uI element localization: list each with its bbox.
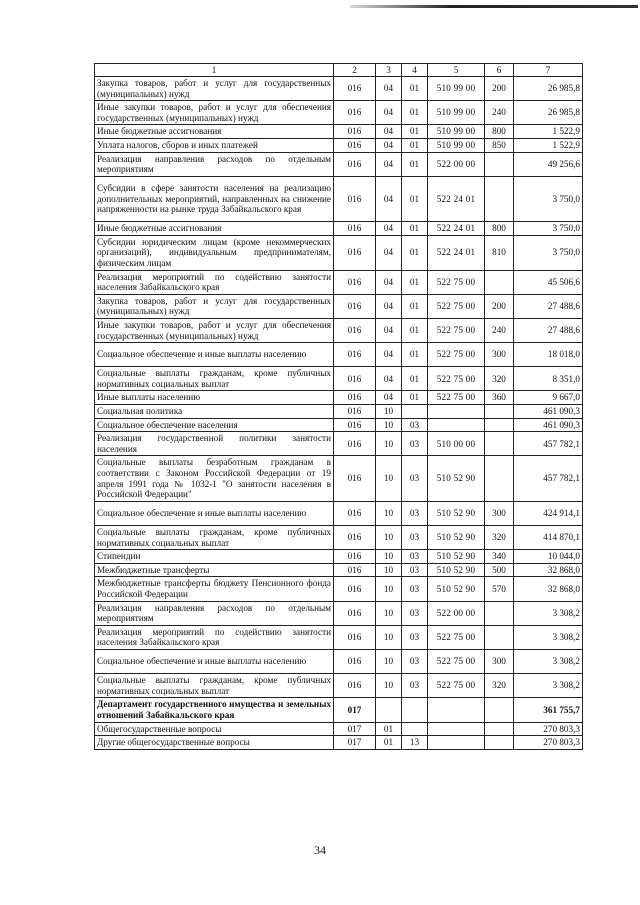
expense-type-cell xyxy=(485,698,514,722)
amount-cell: 26 985,8 xyxy=(514,77,583,101)
amount-cell: 270 803,3 xyxy=(514,722,583,736)
target-article-cell xyxy=(428,418,485,432)
section-cell: 10 xyxy=(376,432,402,456)
expense-type-cell xyxy=(485,456,514,501)
section-cell: 01 xyxy=(376,722,402,736)
row-name-cell: Социальное обеспечение и иные выплаты населению xyxy=(95,649,334,673)
ministry-code-cell: 016 xyxy=(334,501,376,525)
row-name-cell: Иные бюджетные ассигнования xyxy=(95,125,334,139)
table-row xyxy=(95,501,583,525)
amount-cell: 361 755,7 xyxy=(514,698,583,722)
ministry-code-cell: 017 xyxy=(334,736,376,750)
expense-type-cell: 810 xyxy=(485,235,514,270)
section-cell: 04 xyxy=(376,222,402,236)
subsection-cell: 13 xyxy=(402,736,428,750)
expense-type-cell: 360 xyxy=(485,391,514,405)
section-cell: 04 xyxy=(376,367,402,391)
expense-type-cell: 300 xyxy=(485,343,514,367)
row-name-cell: Социальные выплаты безработным гражданам в соответствии с Законом Российской Федерации от 19 апреля 1991 года № 1032-1 "О занятости населения в Российской Федерации" xyxy=(95,456,334,501)
amount-cell: 457 782,1 xyxy=(514,456,583,501)
table-row xyxy=(95,101,583,125)
target-article-cell: 522 75 00 xyxy=(428,625,485,649)
subsection-cell: 01 xyxy=(402,101,428,125)
amount-cell: 45 506,6 xyxy=(514,270,583,294)
amount-cell: 3 750,0 xyxy=(514,176,583,221)
row-name-cell: Реализация государственной политики занятости населения xyxy=(95,432,334,456)
header-cell: 3 xyxy=(376,64,402,77)
row-name-cell: Социальная политика xyxy=(95,405,334,419)
expense-type-cell xyxy=(485,405,514,419)
expense-type-cell: 300 xyxy=(485,501,514,525)
target-article-cell: 510 99 00 xyxy=(428,125,485,139)
expense-type-cell: 800 xyxy=(485,222,514,236)
table-row xyxy=(95,649,583,673)
expense-type-cell xyxy=(485,625,514,649)
target-article-cell: 522 75 00 xyxy=(428,391,485,405)
budget-table-container xyxy=(94,63,582,750)
row-name-cell: Межбюджетные трансферты xyxy=(95,563,334,577)
table-body xyxy=(95,64,583,750)
target-article-cell: 510 00 00 xyxy=(428,432,485,456)
ministry-code-cell: 016 xyxy=(334,138,376,152)
scan-artifact-line xyxy=(350,5,638,8)
amount-cell: 18 018,0 xyxy=(514,343,583,367)
header-cell: 1 xyxy=(95,64,334,77)
ministry-code-cell: 016 xyxy=(334,77,376,101)
target-article-cell: 510 99 00 xyxy=(428,101,485,125)
ministry-code-cell: 016 xyxy=(334,456,376,501)
ministry-code-cell: 016 xyxy=(334,649,376,673)
ministry-code-cell: 016 xyxy=(334,526,376,550)
subsection-cell xyxy=(402,698,428,722)
target-article-cell: 522 00 00 xyxy=(428,152,485,176)
subsection-cell: 03 xyxy=(402,601,428,625)
subsection-cell: 03 xyxy=(402,526,428,550)
target-article-cell: 522 24 01 xyxy=(428,176,485,221)
amount-cell: 27 488,6 xyxy=(514,318,583,342)
subsection-cell: 03 xyxy=(402,456,428,501)
amount-cell: 3 308,2 xyxy=(514,649,583,673)
target-article-cell xyxy=(428,722,485,736)
subsection-cell: 01 xyxy=(402,235,428,270)
target-article-cell: 510 99 00 xyxy=(428,77,485,101)
subsection-cell: 01 xyxy=(402,294,428,318)
subsection-cell: 01 xyxy=(402,125,428,139)
subsection-cell: 03 xyxy=(402,649,428,673)
subsection-cell: 03 xyxy=(402,674,428,698)
section-cell: 10 xyxy=(376,563,402,577)
table-row xyxy=(95,138,583,152)
ministry-code-cell: 016 xyxy=(334,563,376,577)
section-cell: 04 xyxy=(376,270,402,294)
section-cell: 10 xyxy=(376,577,402,601)
ministry-code-cell: 016 xyxy=(334,418,376,432)
amount-cell: 457 782,1 xyxy=(514,432,583,456)
section-cell: 01 xyxy=(376,736,402,750)
row-name-cell: Стипендии xyxy=(95,550,334,564)
target-article-cell: 522 75 00 xyxy=(428,294,485,318)
expense-type-cell: 320 xyxy=(485,367,514,391)
subsection-cell: 01 xyxy=(402,270,428,294)
target-article-cell: 522 75 00 xyxy=(428,343,485,367)
table-row xyxy=(95,563,583,577)
ministry-code-cell: 016 xyxy=(334,391,376,405)
expense-type-cell xyxy=(485,418,514,432)
row-name-cell: Социальное обеспечение и иные выплаты населению xyxy=(95,343,334,367)
ministry-code-cell: 016 xyxy=(334,550,376,564)
target-article-cell: 510 52 90 xyxy=(428,563,485,577)
subsection-cell: 01 xyxy=(402,176,428,221)
section-cell: 04 xyxy=(376,343,402,367)
section-cell: 10 xyxy=(376,625,402,649)
amount-cell: 461 090,3 xyxy=(514,405,583,419)
ministry-code-cell: 016 xyxy=(334,125,376,139)
table-header-row xyxy=(95,64,583,77)
expense-type-cell xyxy=(485,270,514,294)
header-cell: 4 xyxy=(402,64,428,77)
ministry-code-cell: 016 xyxy=(334,222,376,236)
row-name-cell: Иные бюджетные ассигнования xyxy=(95,222,334,236)
target-article-cell xyxy=(428,698,485,722)
table-row xyxy=(95,577,583,601)
row-name-cell: Субсидии юридическим лицам (кроме некоммерческих организаций), индивидуальным предпринимателям, физическим лицам xyxy=(95,235,334,270)
table-row xyxy=(95,526,583,550)
expense-type-cell: 240 xyxy=(485,101,514,125)
row-name-cell: Субсидии в сфере занятости населения на реализацию дополнительных мероприятий, направленных на снижение напряженности на рынке труда Забайкальского края xyxy=(95,176,334,221)
subsection-cell: 03 xyxy=(402,432,428,456)
amount-cell: 8 351,0 xyxy=(514,367,583,391)
amount-cell: 32 868,0 xyxy=(514,577,583,601)
ministry-code-cell: 017 xyxy=(334,698,376,722)
ministry-code-cell: 016 xyxy=(334,270,376,294)
target-article-cell: 510 52 90 xyxy=(428,550,485,564)
expense-type-cell xyxy=(485,152,514,176)
section-cell: 04 xyxy=(376,391,402,405)
row-name-cell: Социальные выплаты гражданам, кроме публичных нормативных социальных выплат xyxy=(95,674,334,698)
row-name-cell: Закупка товаров, работ и услуг для государственных (муниципальных) нужд xyxy=(95,77,334,101)
row-name-cell: Департамент государственного имущества и земельных отношений Забайкальского края xyxy=(95,698,334,722)
table-row xyxy=(95,152,583,176)
amount-cell: 461 090,3 xyxy=(514,418,583,432)
target-article-cell: 510 52 90 xyxy=(428,456,485,501)
target-article-cell: 522 75 00 xyxy=(428,649,485,673)
ministry-code-cell: 016 xyxy=(334,152,376,176)
subsection-cell: 03 xyxy=(402,625,428,649)
table-row xyxy=(95,698,583,722)
expense-type-cell: 500 xyxy=(485,563,514,577)
row-name-cell: Иные выплаты населению xyxy=(95,391,334,405)
amount-cell: 9 667,0 xyxy=(514,391,583,405)
amount-cell: 10 044,0 xyxy=(514,550,583,564)
row-name-cell: Реализация направления расходов по отдельным мероприятиям xyxy=(95,601,334,625)
target-article-cell: 510 52 90 xyxy=(428,577,485,601)
header-cell: 7 xyxy=(514,64,583,77)
section-cell: 10 xyxy=(376,405,402,419)
section-cell: 10 xyxy=(376,501,402,525)
amount-cell: 1 522,9 xyxy=(514,125,583,139)
ministry-code-cell: 016 xyxy=(334,601,376,625)
target-article-cell: 522 75 00 xyxy=(428,318,485,342)
ministry-code-cell: 017 xyxy=(334,722,376,736)
row-name-cell: Межбюджетные трансферты бюджету Пенсионного фонда Российской Федерации xyxy=(95,577,334,601)
subsection-cell: 01 xyxy=(402,152,428,176)
ministry-code-cell: 016 xyxy=(334,367,376,391)
target-article-cell: 522 24 01 xyxy=(428,235,485,270)
table-row xyxy=(95,235,583,270)
subsection-cell: 01 xyxy=(402,367,428,391)
section-cell: 04 xyxy=(376,152,402,176)
amount-cell: 3 308,2 xyxy=(514,674,583,698)
section-cell: 04 xyxy=(376,138,402,152)
table-row xyxy=(95,77,583,101)
subsection-cell: 01 xyxy=(402,138,428,152)
target-article-cell xyxy=(428,736,485,750)
expense-type-cell: 850 xyxy=(485,138,514,152)
table-row xyxy=(95,222,583,236)
row-name-cell: Иные закупки товаров, работ и услуг для обеспечения государственных (муниципальных) нужд xyxy=(95,101,334,125)
row-name-cell: Социальные выплаты гражданам, кроме публичных нормативных социальных выплат xyxy=(95,526,334,550)
subsection-cell: 01 xyxy=(402,222,428,236)
section-cell: 10 xyxy=(376,418,402,432)
table-row xyxy=(95,270,583,294)
table-row xyxy=(95,405,583,419)
amount-cell: 424 914,1 xyxy=(514,501,583,525)
header-cell: 5 xyxy=(428,64,485,77)
target-article-cell: 522 00 00 xyxy=(428,601,485,625)
expense-type-cell: 320 xyxy=(485,526,514,550)
expense-type-cell xyxy=(485,736,514,750)
section-cell: 04 xyxy=(376,235,402,270)
ministry-code-cell: 016 xyxy=(334,625,376,649)
subsection-cell xyxy=(402,722,428,736)
table-row xyxy=(95,550,583,564)
subsection-cell: 01 xyxy=(402,391,428,405)
row-name-cell: Реализация мероприятий по содействию занятости населения Забайкальского края xyxy=(95,625,334,649)
table-row xyxy=(95,456,583,501)
row-name-cell: Уплата налогов, сборов и иных платежей xyxy=(95,138,334,152)
table-row xyxy=(95,625,583,649)
ministry-code-cell: 016 xyxy=(334,294,376,318)
table-row xyxy=(95,343,583,367)
amount-cell: 414 870,1 xyxy=(514,526,583,550)
ministry-code-cell: 016 xyxy=(334,176,376,221)
amount-cell: 27 488,6 xyxy=(514,294,583,318)
subsection-cell: 01 xyxy=(402,343,428,367)
subsection-cell: 01 xyxy=(402,77,428,101)
table-row xyxy=(95,722,583,736)
ministry-code-cell: 016 xyxy=(334,101,376,125)
table-row xyxy=(95,674,583,698)
target-article-cell: 522 75 00 xyxy=(428,674,485,698)
subsection-cell: 03 xyxy=(402,418,428,432)
section-cell: 10 xyxy=(376,674,402,698)
row-name-cell: Закупка товаров, работ и услуг для государственных (муниципальных) нужд xyxy=(95,294,334,318)
target-article-cell: 522 75 00 xyxy=(428,270,485,294)
ministry-code-cell: 016 xyxy=(334,674,376,698)
amount-cell: 1 522,9 xyxy=(514,138,583,152)
table-row xyxy=(95,601,583,625)
ministry-code-cell: 016 xyxy=(334,235,376,270)
row-name-cell: Социальное обеспечение населения xyxy=(95,418,334,432)
target-article-cell: 510 99 00 xyxy=(428,138,485,152)
expense-type-cell: 340 xyxy=(485,550,514,564)
section-cell: 10 xyxy=(376,601,402,625)
table-row xyxy=(95,294,583,318)
table-row xyxy=(95,432,583,456)
expense-type-cell xyxy=(485,722,514,736)
subsection-cell xyxy=(402,405,428,419)
subsection-cell: 03 xyxy=(402,577,428,601)
expense-type-cell xyxy=(485,176,514,221)
section-cell: 10 xyxy=(376,526,402,550)
subsection-cell: 03 xyxy=(402,563,428,577)
ministry-code-cell: 016 xyxy=(334,318,376,342)
table-row xyxy=(95,318,583,342)
amount-cell: 3 308,2 xyxy=(514,601,583,625)
amount-cell: 32 868,0 xyxy=(514,563,583,577)
target-article-cell xyxy=(428,405,485,419)
expense-type-cell: 300 xyxy=(485,649,514,673)
amount-cell: 3 308,2 xyxy=(514,625,583,649)
target-article-cell: 522 24 01 xyxy=(428,222,485,236)
header-cell: 6 xyxy=(485,64,514,77)
amount-cell: 49 256,6 xyxy=(514,152,583,176)
section-cell: 10 xyxy=(376,550,402,564)
section-cell: 04 xyxy=(376,101,402,125)
section-cell: 04 xyxy=(376,77,402,101)
header-cell: 2 xyxy=(334,64,376,77)
amount-cell: 270 803,3 xyxy=(514,736,583,750)
expense-type-cell xyxy=(485,601,514,625)
target-article-cell: 510 52 90 xyxy=(428,501,485,525)
table-row xyxy=(95,367,583,391)
subsection-cell: 01 xyxy=(402,318,428,342)
row-name-cell: Общегосударственные вопросы xyxy=(95,722,334,736)
budget-table xyxy=(94,63,583,750)
expense-type-cell: 200 xyxy=(485,77,514,101)
section-cell: 04 xyxy=(376,125,402,139)
table-row xyxy=(95,125,583,139)
expense-type-cell: 200 xyxy=(485,294,514,318)
row-name-cell: Реализация мероприятий по содействию занятости населения Забайкальского края xyxy=(95,270,334,294)
table-row xyxy=(95,176,583,221)
table-row xyxy=(95,391,583,405)
row-name-cell: Социальное обеспечение и иные выплаты населению xyxy=(95,501,334,525)
expense-type-cell: 800 xyxy=(485,125,514,139)
section-cell: 04 xyxy=(376,318,402,342)
subsection-cell: 03 xyxy=(402,550,428,564)
target-article-cell: 522 75 00 xyxy=(428,367,485,391)
expense-type-cell: 320 xyxy=(485,674,514,698)
expense-type-cell: 240 xyxy=(485,318,514,342)
ministry-code-cell: 016 xyxy=(334,432,376,456)
section-cell: 10 xyxy=(376,456,402,501)
subsection-cell: 03 xyxy=(402,501,428,525)
target-article-cell: 510 52 90 xyxy=(428,526,485,550)
expense-type-cell: 570 xyxy=(485,577,514,601)
table-row xyxy=(95,418,583,432)
section-cell: 10 xyxy=(376,649,402,673)
row-name-cell: Реализация направления расходов по отдельным мероприятиям xyxy=(95,152,334,176)
row-name-cell: Иные закупки товаров, работ и услуг для обеспечения государственных (муниципальных) нужд xyxy=(95,318,334,342)
amount-cell: 3 750,0 xyxy=(514,235,583,270)
page-number: 34 xyxy=(314,843,326,857)
ministry-code-cell: 016 xyxy=(334,577,376,601)
amount-cell: 26 985,8 xyxy=(514,101,583,125)
section-cell xyxy=(376,698,402,722)
row-name-cell: Другие общегосударственные вопросы xyxy=(95,736,334,750)
section-cell: 04 xyxy=(376,294,402,318)
ministry-code-cell: 016 xyxy=(334,405,376,419)
expense-type-cell xyxy=(485,432,514,456)
section-cell: 04 xyxy=(376,176,402,221)
amount-cell: 3 750,0 xyxy=(514,222,583,236)
ministry-code-cell: 016 xyxy=(334,343,376,367)
table-row xyxy=(95,736,583,750)
row-name-cell: Социальные выплаты гражданам, кроме публичных нормативных социальных выплат xyxy=(95,367,334,391)
